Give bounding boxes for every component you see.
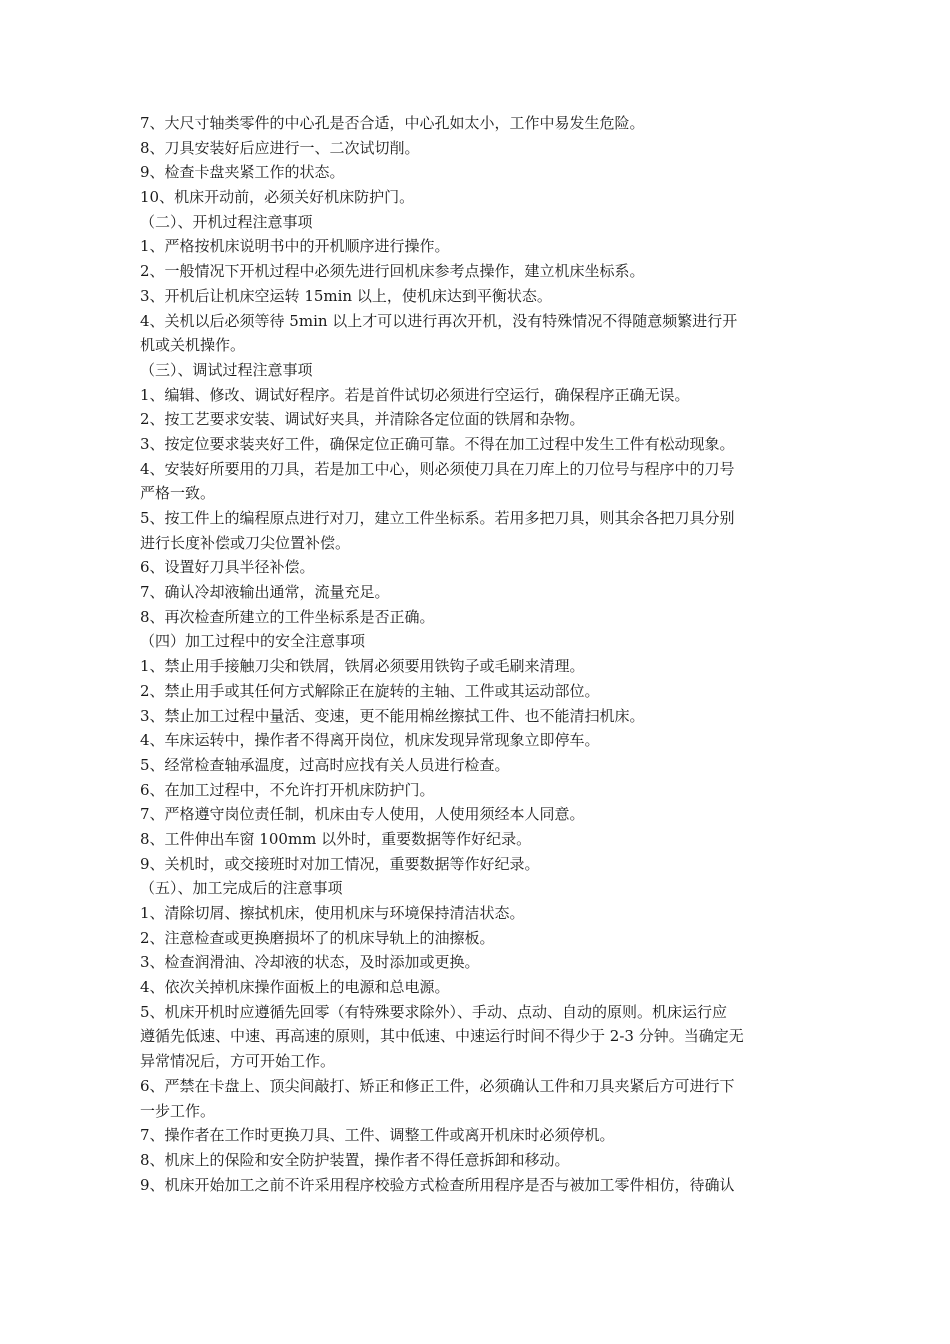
- text-line: 6、严禁在卡盘上、顶尖间敲打、矫正和修正工件，必须确认工件和刀具夹紧后方可进行下: [140, 1076, 735, 1095]
- text-line: 7、严格遵守岗位责任制，机床由专人使用，人使用须经本人同意。: [140, 805, 585, 824]
- text-line: 9、机床开始加工之前不许采用程序校验方式检查所用程序是否与被加工零件相仿，待确认: [140, 1175, 735, 1194]
- document-body: [140, 111, 820, 1197]
- text-line: 8、工件伸出车窗 100mm 以外时，重要数据等作好纪录。: [140, 829, 532, 848]
- text-line: （三）、调试过程注意事项: [140, 360, 313, 379]
- text-line: 1、禁止用手接触刀尖和铁屑，铁屑必须要用铁钩子或毛刷来清理。: [140, 657, 585, 676]
- text-line: 6、在加工过程中，不允许打开机床防护门。: [140, 780, 435, 799]
- text-line: （四）加工过程中的安全注意事项: [140, 632, 366, 651]
- text-line: （二）、开机过程注意事项: [140, 212, 313, 231]
- text-line: 7、确认冷却液输出通常，流量充足。: [140, 583, 390, 602]
- text-line: 5、机床开机时应遵循先回零（有特殊要求除外）、手动、点动、自动的原则。机床运行应: [140, 1002, 728, 1021]
- text-line: 9、检查卡盘夹紧工作的状态。: [140, 163, 345, 182]
- text-line: 2、一般情况下开机过程中必须先进行回机床参考点操作，建立机床坐标系。: [140, 262, 645, 281]
- text-line: 8、再次检查所建立的工件坐标系是否正确。: [140, 607, 435, 626]
- text-line: 5、经常检查轴承温度，过高时应找有关人员进行检查。: [140, 755, 510, 774]
- text-line: 4、车床运转中，操作者不得离开岗位，机床发现异常现象立即停车。: [140, 731, 600, 750]
- text-line: 5、按工件上的编程原点进行对刀，建立工件坐标系。若用多把刀具，则其余各把刀具分别: [140, 509, 735, 527]
- text-line: 2、注意检查或更换磨损坏了的机床导轨上的油擦板。: [140, 928, 495, 947]
- text-line: 遵循先低速、中速、再高速的原则，其中低速、中速运行时间不得少于 2-3 分钟。当确定无: [140, 1027, 744, 1046]
- text-line: 1、编辑、修改、调试好程序。若是首件试切必须进行空运行，确保程序正确无误。: [140, 385, 690, 404]
- text-line: 3、开机后让机床空运转 15min 以上，使机床达到平衡状态。: [140, 286, 552, 305]
- text-line: 进行长度补偿或刀尖位置补偿。: [140, 533, 351, 552]
- text-line: 4、安装好所要用的刀具，若是加工中心，则必须使刀具在刀库上的刀位号与程序中的刀号: [140, 459, 735, 478]
- text-line: 4、关机以后必须等待 5min 以上才可以进行再次开机，没有特殊情况不得随意频繁进行开: [140, 311, 738, 330]
- text-line: 10、机床开动前，必须关好机床防护门。: [140, 188, 415, 207]
- text-line: 7、大尺寸轴类零件的中心孔是否合适，中心孔如太小，工作中易发生危险。: [140, 114, 645, 132]
- text-line: 8、刀具安装好后应进行一、二次试切削。: [140, 138, 420, 157]
- text-line: 严格一致。: [140, 484, 216, 503]
- text-line: 1、严格按机床说明书中的开机顺序进行操作。: [140, 237, 450, 256]
- text-line: 2、按工艺要求安装、调试好夹具，并清除各定位面的铁屑和杂物。: [140, 410, 585, 429]
- text-line: 2、禁止用手或其任何方式解除正在旋转的主轴、工件或其运动部位。: [140, 681, 600, 700]
- text-line: 机或关机操作。: [140, 336, 246, 355]
- text-line: 3、禁止加工过程中量活、变速，更不能用棉丝擦拭工件、也不能清扫机床。: [140, 706, 645, 725]
- text-line: 3、检查润滑油、冷却液的状态，及时添加或更换。: [140, 953, 480, 972]
- text-line: 9、关机时，或交接班时对加工情况，重要数据等作好纪录。: [140, 854, 540, 873]
- text-line: 7、操作者在工作时更换刀具、工件、调整工件或离开机床时必须停机。: [140, 1126, 615, 1145]
- text-line: 一步工作。: [140, 1101, 216, 1120]
- text-line: 3、按定位要求装夹好工件，确保定位正确可靠。不得在加工过程中发生工件有松动现象。: [140, 434, 735, 453]
- text-line: 6、设置好刀具半径补偿。: [140, 558, 315, 577]
- text-line: 1、清除切屑、擦拭机床，使用机床与环境保持清洁状态。: [140, 904, 525, 922]
- text-line: 4、依次关掉机床操作面板上的电源和总电源。: [140, 978, 450, 997]
- text-line: 8、机床上的保险和安全防护装置，操作者不得任意拆卸和移动。: [140, 1150, 570, 1169]
- text-line: （五）、加工完成后的注意事项: [140, 879, 343, 898]
- text-line: 异常情况后，方可开始工作。: [140, 1052, 336, 1071]
